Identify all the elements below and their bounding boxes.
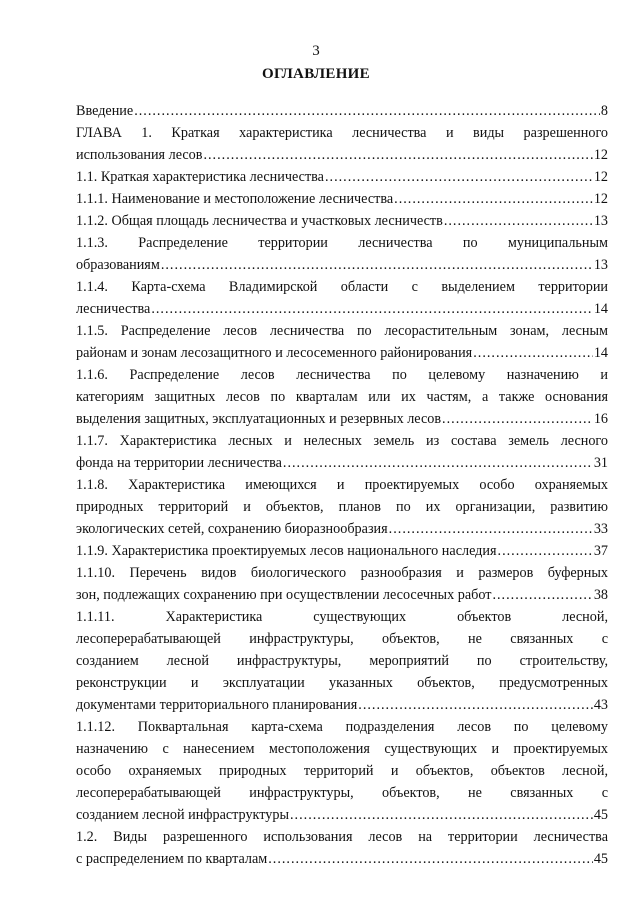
toc-entry-line: 1.1.3. Распределение территории лесничества по муниципальным xyxy=(76,235,608,251)
toc-entry-text: с распределением по кварталам xyxy=(76,851,268,867)
toc-entry xyxy=(76,232,608,276)
toc-page-number: 8 xyxy=(600,103,608,119)
toc-entry-line: особо охраняемых природных территорий и объектов, объектов лесной, xyxy=(76,763,608,779)
toc-entry xyxy=(76,276,608,320)
toc-dot-leader xyxy=(268,848,593,870)
toc-entry xyxy=(76,364,608,430)
toc-entry-text: экологических сетей, сохранению биоразнообразия xyxy=(76,521,388,537)
toc-page-number: 38 xyxy=(593,587,608,603)
toc-entry-line: 1.1.4. Карта-схема Владимирской области с выделением территории xyxy=(76,279,608,295)
toc-entry-line: реконструкции и эксплуатации указанных объектов, предусмотренных xyxy=(76,675,608,691)
toc-entry-last-line xyxy=(76,210,608,232)
toc-entry-text: 1.1.9. Характеристика проектируемых лесов национального наследия xyxy=(76,543,497,559)
toc-entry-line: 1.1.5. Распределение лесов лесничества по лесорастительным зонам, лесным xyxy=(76,323,608,339)
toc-page-number: 14 xyxy=(593,301,608,317)
toc-entry-last-line xyxy=(76,254,608,276)
toc-entry-last-line xyxy=(76,100,608,122)
toc-dot-leader xyxy=(151,298,593,320)
toc-entry-text: использования лесов xyxy=(76,147,203,163)
toc-page-number: 45 xyxy=(593,807,608,823)
toc-page-number: 13 xyxy=(593,213,608,229)
toc-entry-text: образованиям xyxy=(76,257,160,273)
toc-entry xyxy=(76,826,608,870)
toc-entry-line: категориям защитных лесов по кварталам или их частям, а также основания xyxy=(76,389,608,405)
toc-entry-line: лесоперерабатывающей инфраструктуры, объектов, не связанных с xyxy=(76,785,608,801)
toc-entry-line: 1.2. Виды разрешенного использования лесов на территории лесничества xyxy=(76,829,608,845)
toc-entry-text: созданием лесной инфраструктуры xyxy=(76,807,289,823)
toc-entry-line: ГЛАВА 1. Краткая характеристика лесничества и виды разрешенного xyxy=(76,125,608,141)
toc-entry-last-line xyxy=(76,408,608,430)
toc-dot-leader xyxy=(358,694,593,716)
toc-entry xyxy=(76,562,608,606)
toc-entry-text: фонда на территории лесничества xyxy=(76,455,282,471)
toc-entry-line: лесоперерабатывающей инфраструктуры, объектов, не связанных с xyxy=(76,631,608,647)
toc-dot-leader xyxy=(325,166,593,188)
toc-page-number: 12 xyxy=(593,169,608,185)
toc-entry xyxy=(76,540,608,562)
toc-entry xyxy=(76,606,608,716)
toc-entry-last-line xyxy=(76,144,608,166)
toc-dot-leader xyxy=(473,342,593,364)
toc-entry xyxy=(76,474,608,540)
toc-entry-line: 1.1.10. Перечень видов биологического разнообразия и размеров буферных xyxy=(76,565,608,581)
toc-page-number: 16 xyxy=(593,411,608,427)
toc-dot-leader xyxy=(283,452,593,474)
toc-entry-line: 1.1.8. Характеристика имеющихся и проектируемых особо охраняемых xyxy=(76,477,608,493)
toc-entry-line: созданием лесной инфраструктуры, мероприятий по строительству, xyxy=(76,653,608,669)
toc-entry-last-line xyxy=(76,694,608,716)
toc-entry-text: зон, подлежащих сохранению при осуществлении лесосечных работ xyxy=(76,587,492,603)
toc-entry xyxy=(76,210,608,232)
toc-page-number: 31 xyxy=(593,455,608,471)
toc-entry-last-line xyxy=(76,848,608,870)
toc-entry xyxy=(76,716,608,826)
toc-entry-text: 1.1.1. Наименование и местоположение лесничества xyxy=(76,191,394,207)
toc-entry xyxy=(76,320,608,364)
toc-dot-leader xyxy=(394,188,593,210)
toc-entry-text: лесничества xyxy=(76,301,151,317)
toc-dot-leader xyxy=(389,518,593,540)
toc-dot-leader xyxy=(498,540,593,562)
toc-entry xyxy=(76,188,608,210)
toc-entry-last-line xyxy=(76,166,608,188)
toc-entry-text: выделения защитных, эксплуатационных и резервных лесов xyxy=(76,411,442,427)
toc-entry-last-line xyxy=(76,188,608,210)
toc-page-number: 45 xyxy=(593,851,608,867)
toc-entry-line: 1.1.6. Распределение лесов лесничества по целевому назначению и xyxy=(76,367,608,383)
toc-entry-text: 1.1.2. Общая площадь лесничества и участковых лесничеств xyxy=(76,213,443,229)
toc-entry-text: районам и зонам лесозащитного и лесосеменного районирования xyxy=(76,345,473,361)
toc-entry-line: 1.1.11. Характеристика существующих объектов лесной, xyxy=(76,609,608,625)
page-title: ОГЛАВЛЕНИЕ xyxy=(262,66,370,82)
toc-page-number: 12 xyxy=(593,191,608,207)
toc-entry-last-line xyxy=(76,804,608,826)
toc-dot-leader xyxy=(492,584,592,606)
toc-entry-last-line xyxy=(76,518,608,540)
toc-page-number: 13 xyxy=(593,257,608,273)
toc-entry xyxy=(76,122,608,166)
toc-entry-last-line xyxy=(76,452,608,474)
toc-entry-text: 1.1. Краткая характеристика лесничества xyxy=(76,169,324,185)
toc-entry-text: Введение xyxy=(76,103,134,119)
toc-page-number: 43 xyxy=(593,697,608,713)
toc-entry xyxy=(76,166,608,188)
toc-dot-leader xyxy=(161,254,593,276)
toc-dot-leader xyxy=(442,408,593,430)
toc-entry-line: природных территорий и объектов, планов по их организации, развитию xyxy=(76,499,608,515)
toc-entry-line: 1.1.12. Поквартальная карта-схема подразделения лесов по целевому xyxy=(76,719,608,735)
toc-page-number: 14 xyxy=(593,345,608,361)
toc-dot-leader xyxy=(290,804,593,826)
toc-entry-last-line xyxy=(76,298,608,320)
toc-entry xyxy=(76,100,608,122)
toc-dot-leader xyxy=(203,144,592,166)
toc-entry-last-line xyxy=(76,540,608,562)
toc-page-number: 12 xyxy=(593,147,608,163)
toc-entry-line: 1.1.7. Характеристика лесных и нелесных земель из состава земель лесного xyxy=(76,433,608,449)
toc-dot-leader xyxy=(444,210,593,232)
table-of-contents xyxy=(76,100,608,870)
toc-page-number: 33 xyxy=(593,521,608,537)
toc-entry-last-line xyxy=(76,342,608,364)
toc-entry xyxy=(76,430,608,474)
toc-entry-line: назначению с нанесением местоположения существующих и проектируемых xyxy=(76,741,608,757)
toc-entry-text: документами территориального планирования xyxy=(76,697,358,713)
toc-dot-leader xyxy=(134,100,600,122)
toc-page-number: 37 xyxy=(593,543,608,559)
toc-entry-last-line xyxy=(76,584,608,606)
page-number: 3 xyxy=(312,43,320,59)
